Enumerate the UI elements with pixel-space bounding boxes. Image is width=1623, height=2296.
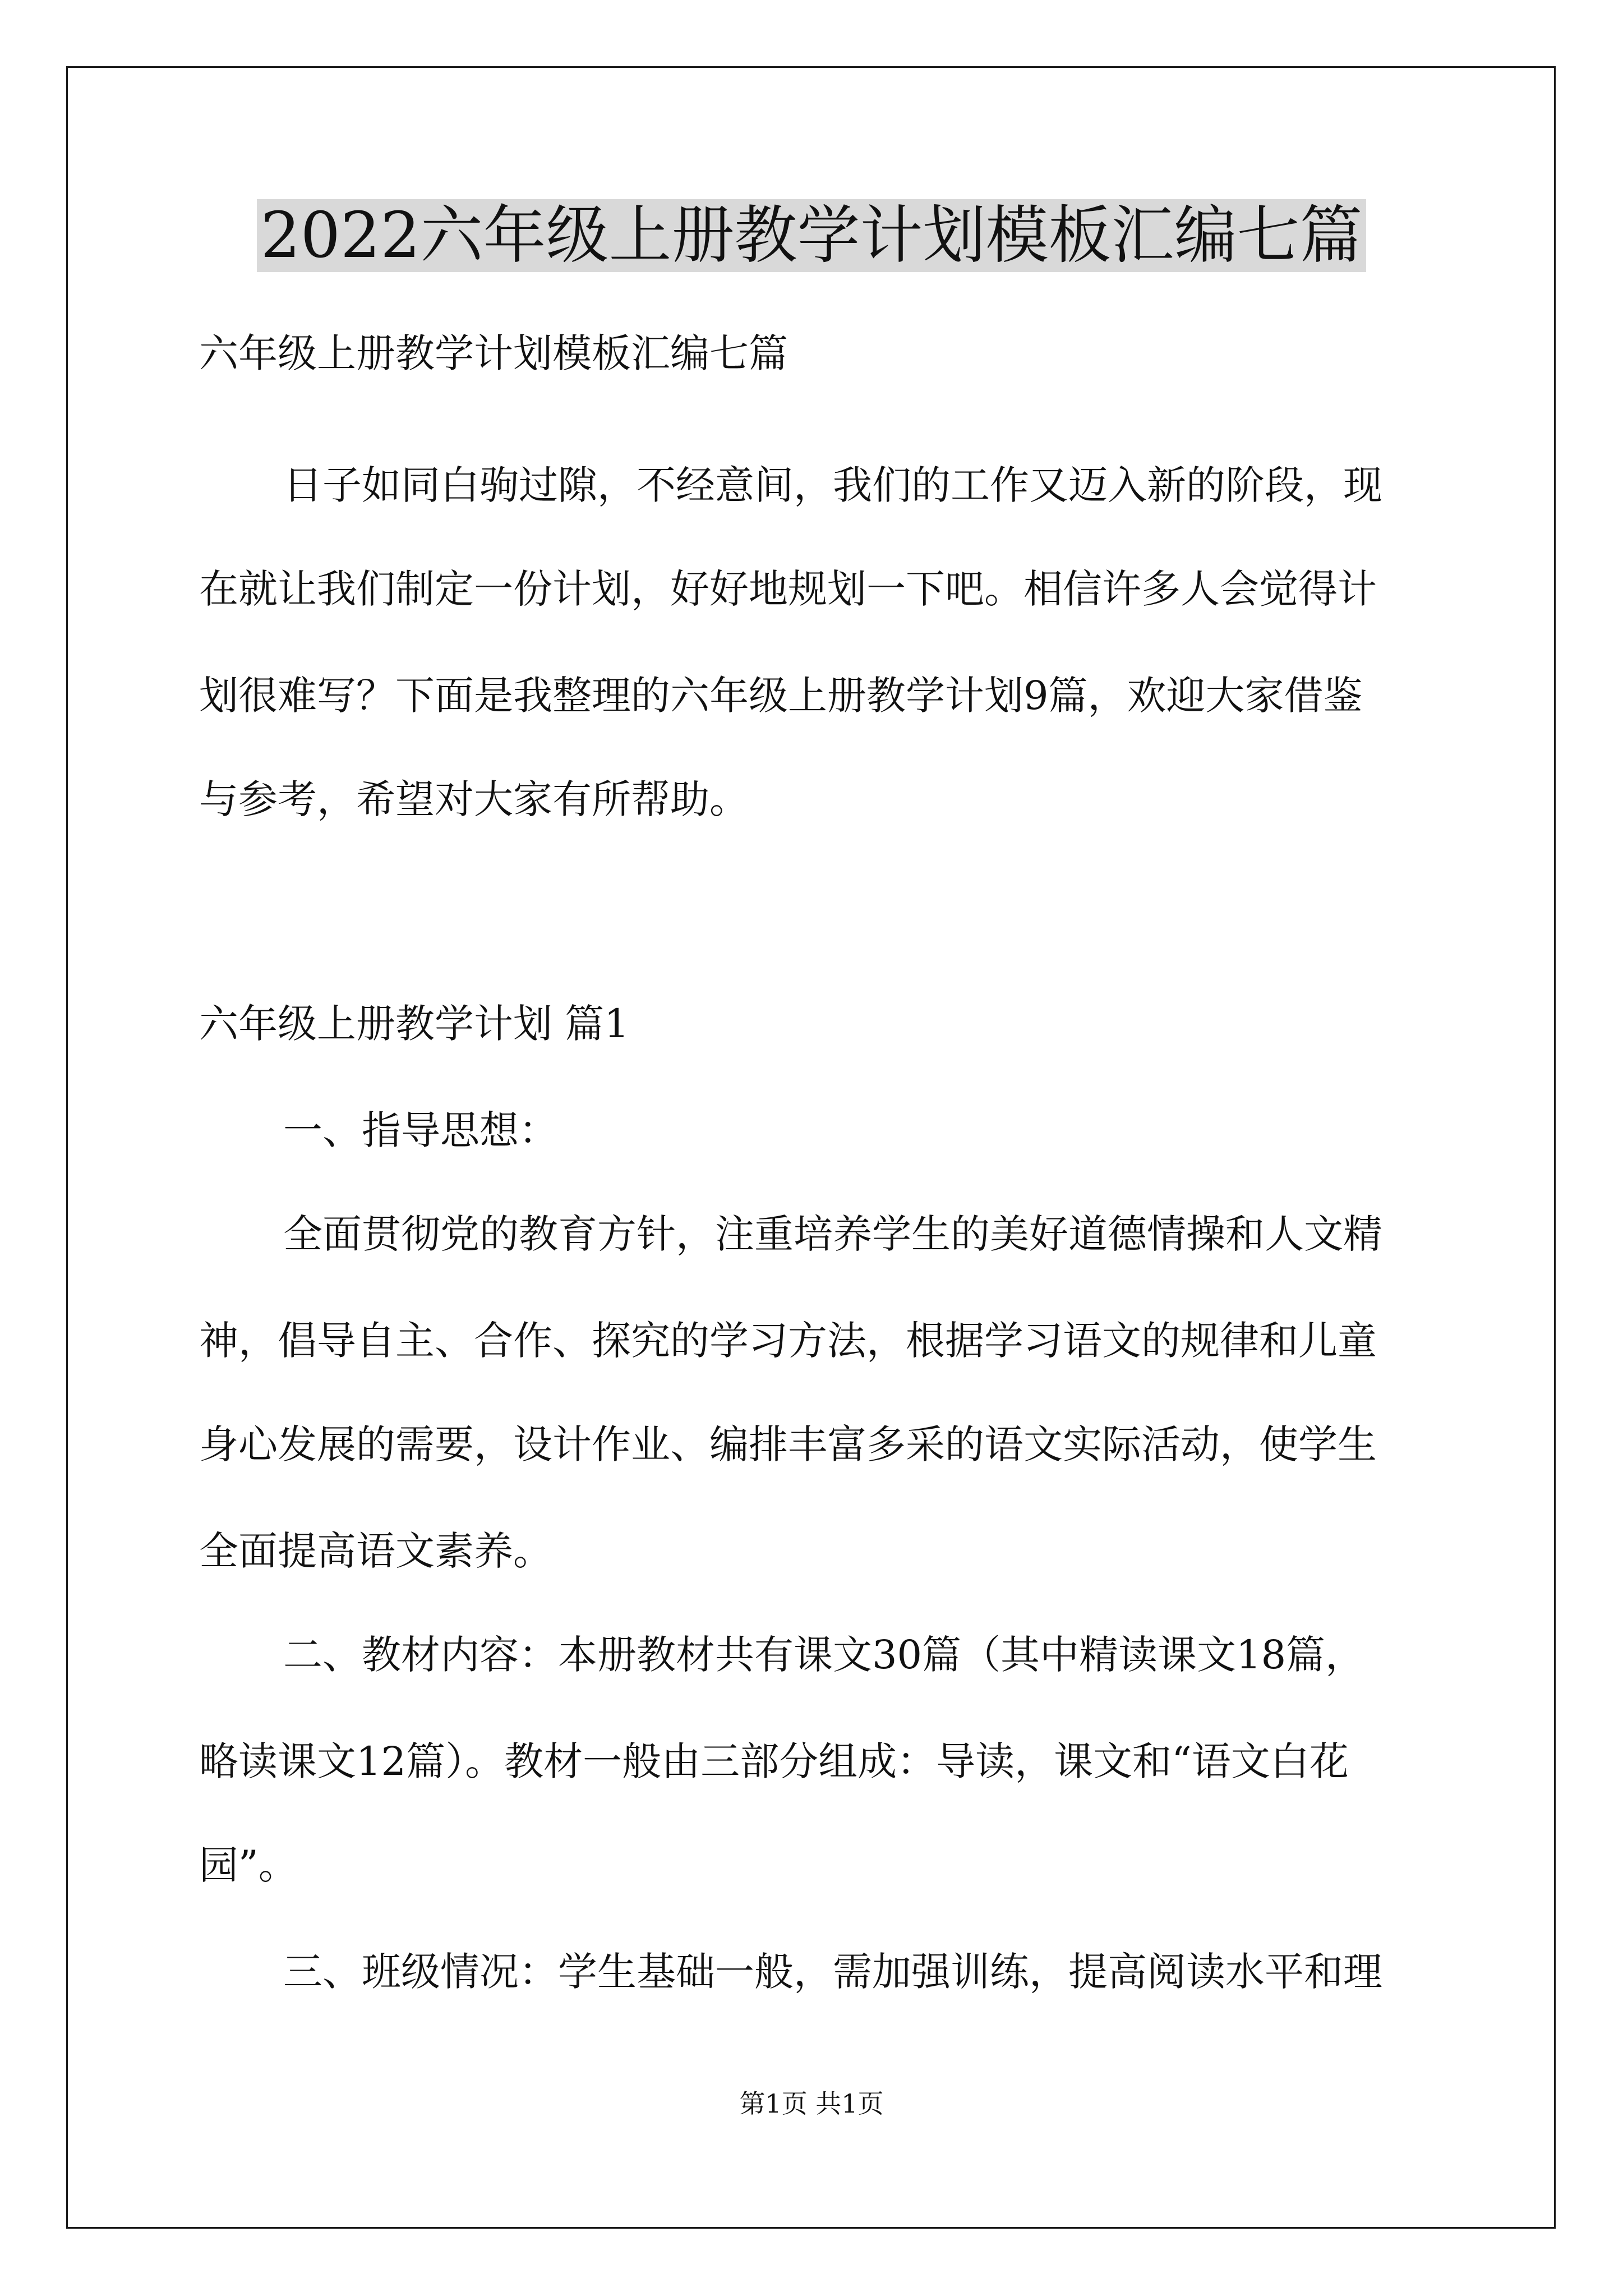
paragraph-line: 神，倡导自主、合作、探究的学习方法，根据学习语文的规律和儿童 [199, 1318, 1377, 1364]
paragraph-line: 二、教材内容：本册教材共有课文30篇（其中精读课文18篇， [283, 1632, 1365, 1678]
paragraph-line: 园”。 [199, 1842, 298, 1888]
page-number: 第1页 共1页 [739, 2088, 884, 2119]
intro-line-1: 日子如同白驹过隙，不经意间，我们的工作又迈入新的阶段，现 [283, 462, 1382, 508]
section-heading: 六年级上册教学计划 篇1 [199, 1001, 629, 1047]
paragraph-line: 全面提高语文素养。 [199, 1528, 552, 1574]
paragraph-line: 全面贯彻党的教育方针，注重培养学生的美好道德情操和人文精 [283, 1211, 1382, 1257]
intro-line-4: 与参考，希望对大家有所帮助。 [199, 776, 749, 822]
subtitle-line: 六年级上册教学计划模板汇编七篇 [199, 330, 788, 376]
document-title: 2022六年级上册教学计划模板汇编七篇 [0, 194, 1623, 278]
paragraph-line: 一、指导思想： [283, 1107, 558, 1153]
paragraph-line: 略读课文12篇）。教材一般由三部分组成：导读，课文和“语文白花 [199, 1738, 1349, 1784]
paragraph-line: 三、班级情况：学生基础一般，需加强训练，提高阅读水平和理 [283, 1949, 1382, 1995]
paragraph-line: 身心发展的需要，设计作业、编排丰富多采的语文实际活动，使学生 [199, 1421, 1377, 1467]
intro-line-2: 在就让我们制定一份计划，好好地规划一下吧。相信许多人会觉得计 [199, 566, 1377, 612]
intro-line-3: 划很难写？下面是我整理的六年级上册教学计划9篇，欢迎大家借鉴 [199, 673, 1363, 719]
